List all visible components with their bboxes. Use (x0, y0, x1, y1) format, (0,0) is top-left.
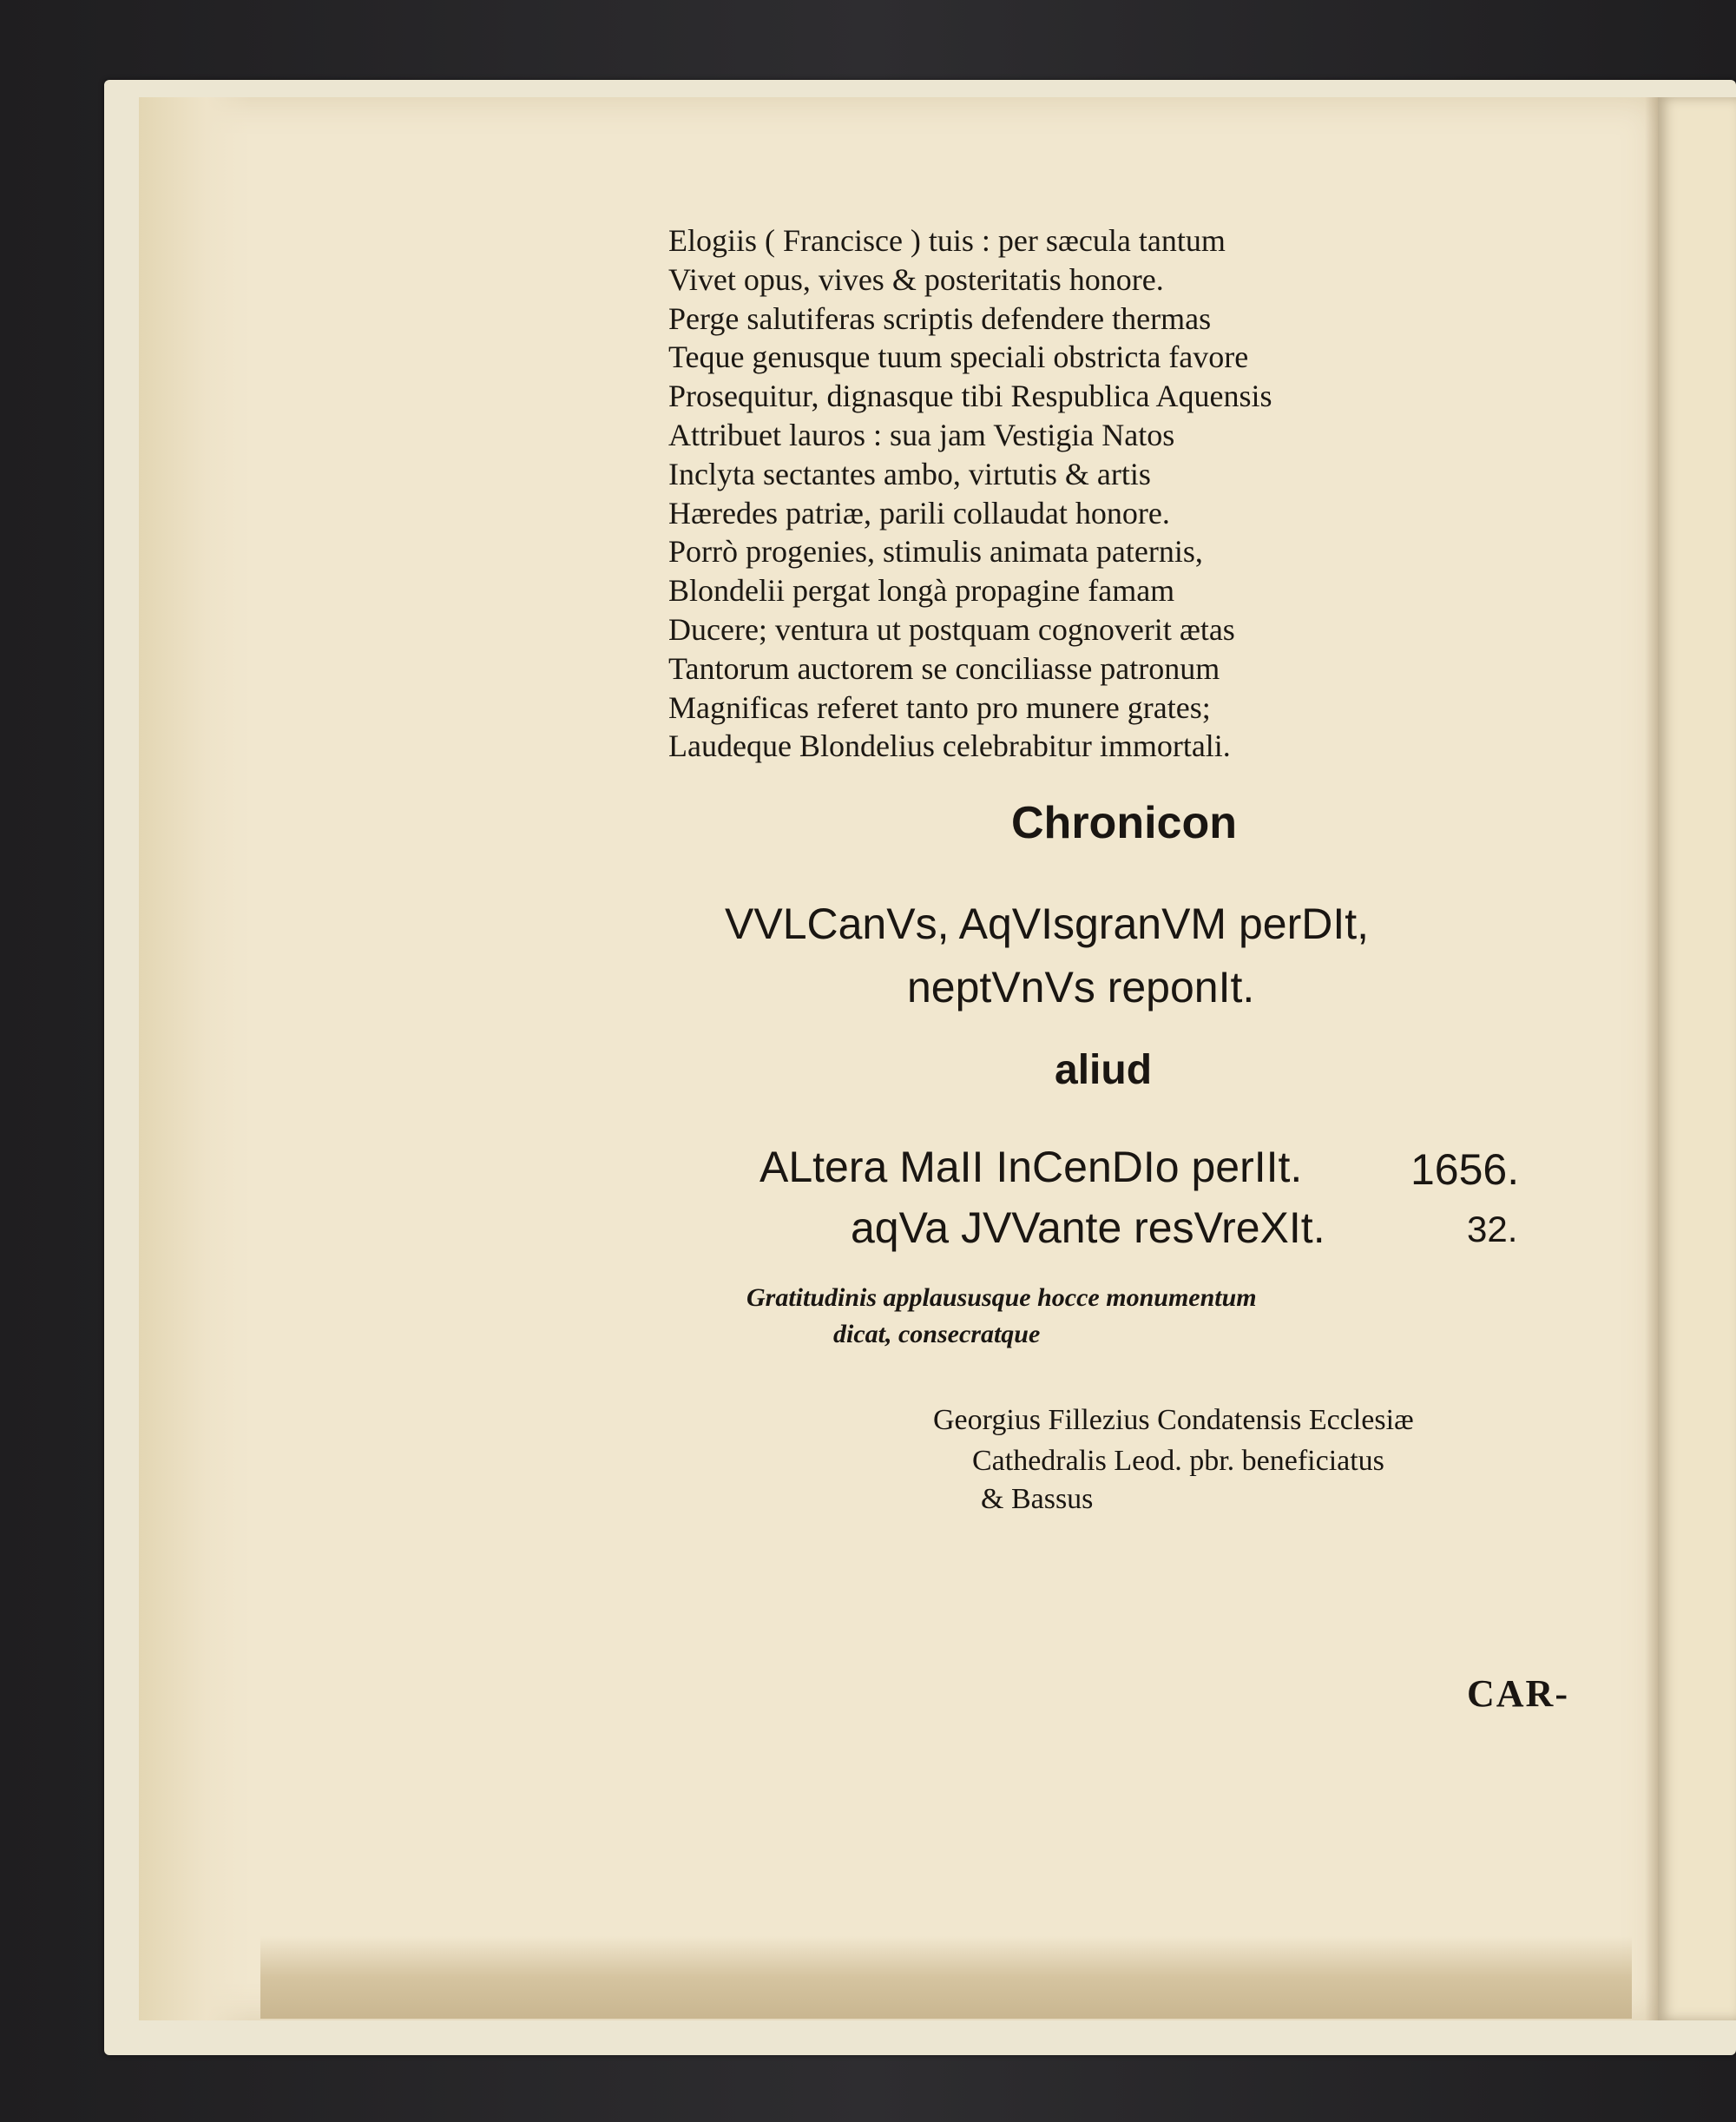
signature-line-1: Georgius Fillezius Condatensis Ecclesiæ (933, 1404, 1414, 1436)
aliud-line-1: ALtera MaII InCenDIo perIIt. (760, 1143, 1303, 1191)
poem-block (668, 221, 1536, 766)
poem-line: Hæredes patriæ, parili collaudat honore. (668, 495, 1170, 530)
poem-line: Elogiis ( Francisce ) tuis : per sæcula tantum (668, 223, 1226, 258)
chronicon-line-2: neptVnVs reponIt. (907, 963, 1255, 1012)
page-bottom-edge (260, 1936, 1632, 2019)
poem-line: Blondelii pergat longà propagine famam (668, 573, 1175, 609)
catchword: CAR- (1467, 1672, 1569, 1715)
facing-page (1658, 97, 1736, 2020)
poem-line: Prosequitur, dignasque tibi Respublica Aquensis (668, 379, 1272, 414)
aliud-heading: aliud (1055, 1047, 1153, 1093)
page-left-edge (139, 97, 252, 2020)
chronicon-line-1: VVLCanVs, AqVIsgranVM perDIt, (725, 900, 1370, 948)
poem-line: Laudeque Blondelius celebrabitur immortali. (668, 728, 1231, 764)
poem-line: Vivet opus, vives & posteritatis honore. (668, 261, 1164, 297)
aliud-number: 32. (1467, 1209, 1518, 1249)
poem-line: Magnificas referet tanto pro munere grates; (668, 689, 1211, 725)
poem-line: Porrò progenies, stimulis animata paternis, (668, 534, 1203, 570)
aliud-year: 1656. (1410, 1145, 1520, 1194)
dedication-line-2: dicat, consecratque (833, 1320, 1041, 1348)
signature-line-2: Cathedralis Leod. pbr. beneficiatus (972, 1445, 1384, 1477)
poem-line: Teque genusque tuum speciali obstricta favore (668, 339, 1249, 375)
dedication-line-1: Gratitudinis applaususque hocce monumentum (746, 1283, 1257, 1312)
poem-line: Tantorum auctorem se conciliasse patronum (668, 650, 1220, 686)
poem-line: Inclyta sectantes ambo, virtutis & artis (668, 456, 1151, 491)
aliud-line-2: aqVa JVVante resVreXIt. (851, 1203, 1325, 1252)
poem-line: Ducere; ventura ut postquam cognoverit ætas (668, 611, 1235, 647)
poem-line: Perge salutiferas scriptis defendere thermas (668, 300, 1212, 336)
signature-line-3: & Bassus (981, 1483, 1094, 1515)
poem-line: Attribuet lauros : sua jam Vestigia Natos (668, 417, 1175, 452)
chronicon-heading: Chronicon (1011, 798, 1237, 848)
